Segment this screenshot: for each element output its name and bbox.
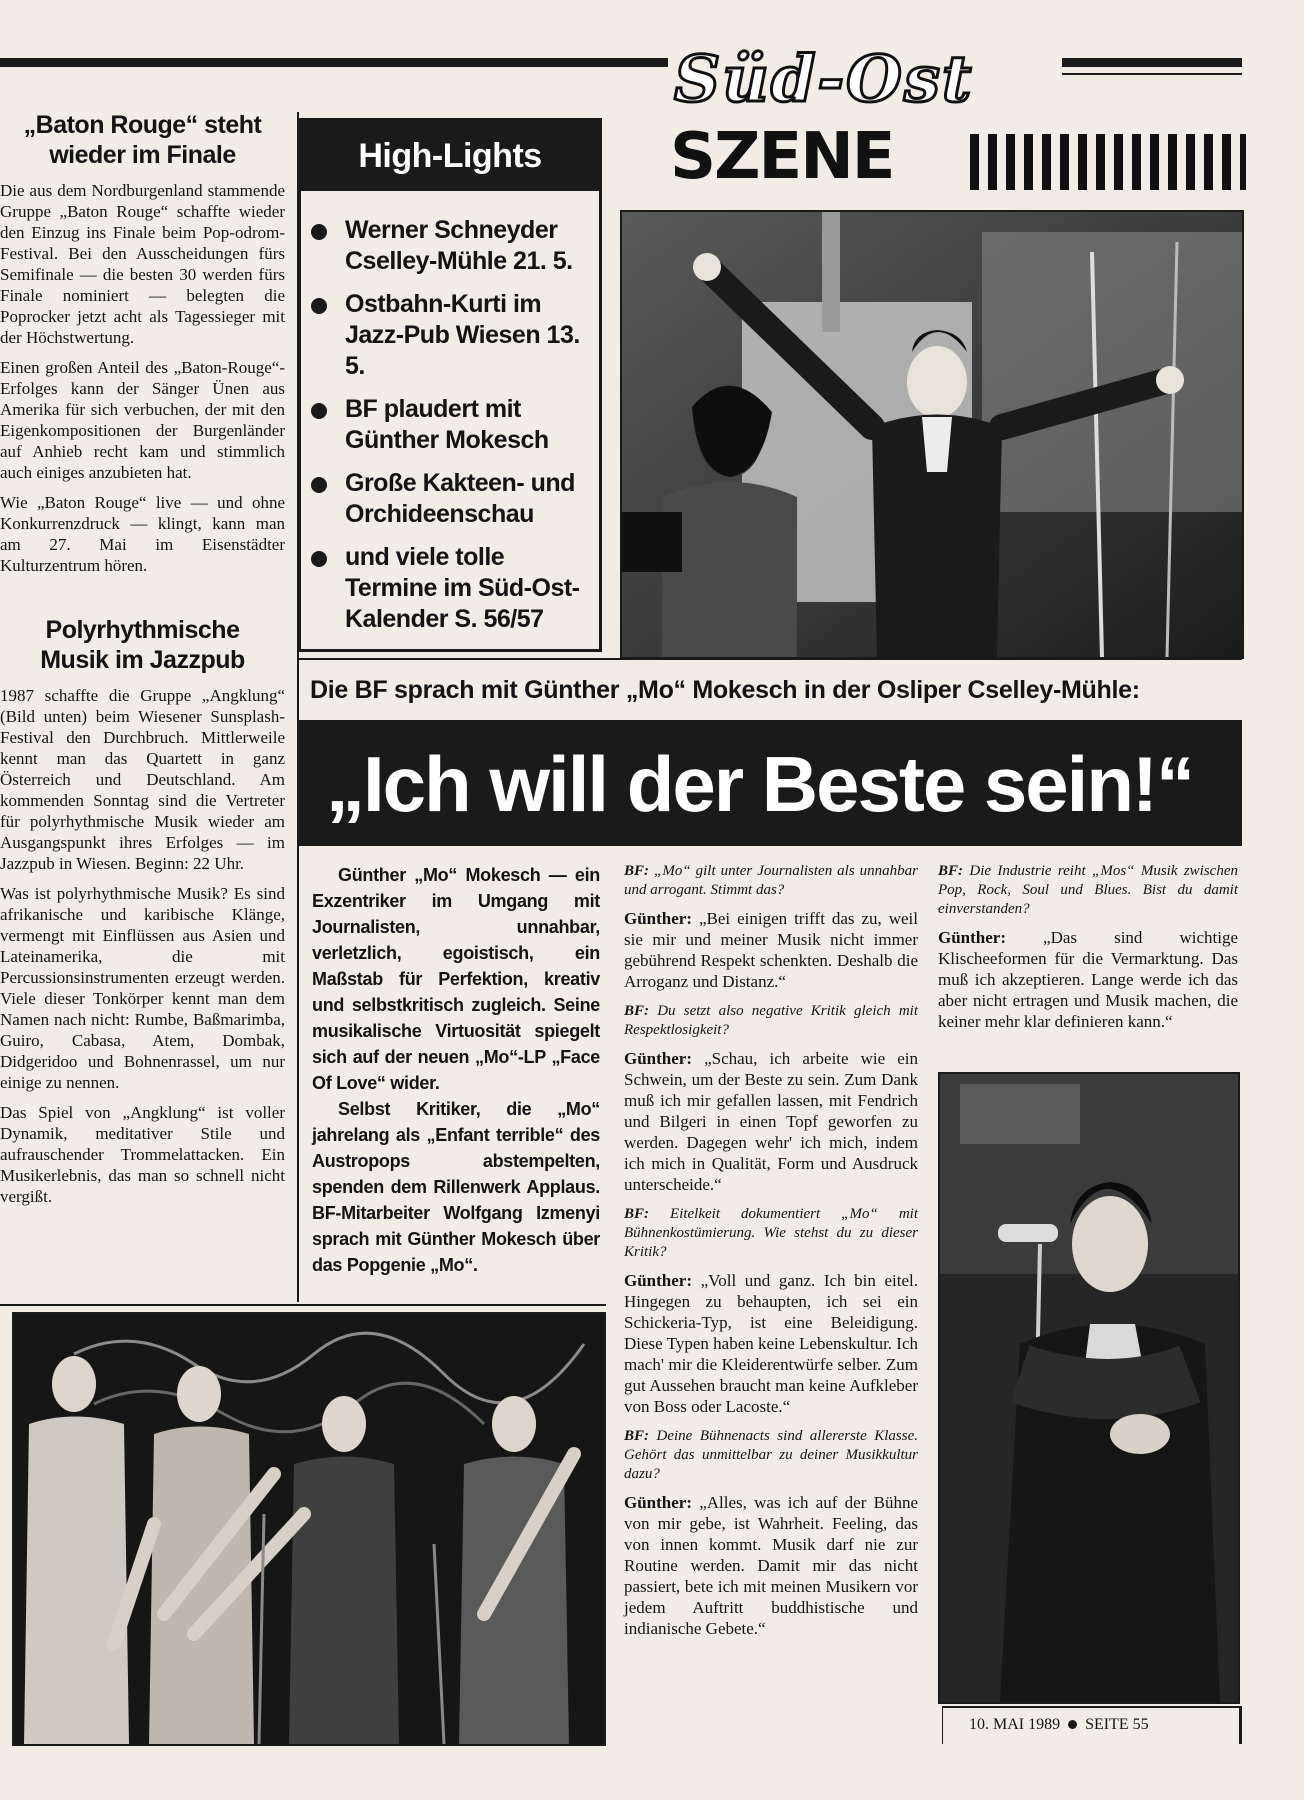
page-footer — [942, 1706, 1242, 1744]
interview-question — [624, 1205, 918, 1262]
interview-text: Du setzt also negative Kritik gleich mit Respektlosigkeit? — [624, 1003, 919, 1038]
interview-question — [624, 1002, 918, 1040]
highlights-title: High-Lights — [301, 121, 599, 191]
bullet-icon — [311, 477, 327, 493]
headline-banner — [298, 720, 1242, 846]
photo-mokesch-portrait — [938, 1072, 1240, 1704]
portrait-photo-illustration — [940, 1074, 1238, 1702]
article-paragraph: Einen großen Anteil des „Baton-Rouge“-Erfolges kann der Sänger Ünen aus Amerika für sich verbuchen, der mit den Eigenkompositionen der Burgenländer auf Anhieb recht kam und stimmlich auch einiges anzubieten hat. — [0, 358, 285, 482]
article-paragraph: Wie „Baton Rouge“ live — und ohne Konkurrenzdruck — klingt, kann man am 27. Mai im Eisenstädter Kulturzentrum hören. — [0, 493, 285, 575]
highlight-item: Ostbahn-Kurti im Jazz-Pub Wiesen 13. 5. — [301, 289, 599, 382]
bullet-icon — [311, 298, 327, 314]
interview-column-1 — [624, 862, 918, 1649]
article-paragraph: 1987 schaffte die Gruppe „Angklung“ (Bild unten) beim Wiesener Sunsplash-Festival den Durchbruch. Mittlerweile kennt man das Quartett in ganz Österreich und Deutschland. Am kommenden Sonntag sind die Vertreter für polyrhythmische Musik wieder am Ausgangspunkt ihres Erfolges — im Jazzpub in Wiesen. Beginn: 22 Uhr. — [0, 686, 285, 873]
speaker-tag: BF: — [624, 863, 650, 879]
left-column — [0, 110, 285, 1216]
article-paragraph: Die aus dem Nordburgenland stammende Gruppe „Baton Rouge“ schaffte wieder den Einzug ins Finale beim Pop-odrom-Festival. Bei den Ausscheidungen fürs Semifinale — die besten 30 werden fürs Finale nominiert — belegten die Poprocker jetzt acht als Tagessieger mit der Höchstwertung. — [0, 181, 285, 347]
interview-answer — [624, 908, 918, 992]
bullet-icon — [311, 403, 327, 419]
interview-question — [624, 862, 918, 900]
article-title-baton-rouge: „Baton Rouge“ steht wieder im Finale — [23, 111, 262, 169]
article-paragraph: Was ist polyrhythmische Musik? Es sind afrikanische und karibische Klänge, vermengt mit Einflüssen aus Asien und Lateinamerika, die mit Percussionsinstrumenten erzeugt werden. Viele dieser Tonkörper kennt man dem Namen nach nicht: Rumbe, Baßmarimba, Guiro, Cabasa, Atem, Dombak, Didgeridoo und Bohnenrassel, um nur einige zu nennen. — [0, 884, 285, 1092]
speaker-tag: Günther: — [624, 1049, 692, 1068]
interview-text: Deine Bühnenacts sind allererste Klasse. Gehört das unmittelbar zu deiner Musikkultur dazu? — [624, 1428, 918, 1482]
speaker-tag: BF: — [938, 863, 964, 879]
interview-question — [938, 862, 1238, 919]
section-logo — [614, 40, 1244, 200]
interview-text: „Schau, ich arbeite wie ein Schwein, um der Beste zu sein. Zum Dank muß ich mir gefallen lassen, mit Fendrich und Bilgeri in einen Topf geworfen zu werden. Dagegen wehr' ich mich, indem ich mich in Qualität, Form und Ausdruck unterscheide.“ — [624, 1049, 919, 1194]
article-title-polyrhythmische: Polyrhythmische Musik im Jazzpub — [40, 616, 245, 674]
kicker-top-rule — [298, 658, 1242, 660]
footer-date: 10. MAI 1989 — [969, 1716, 1061, 1733]
article-intro — [312, 862, 600, 1278]
stage-photo-illustration — [622, 212, 1242, 657]
photo-angklung-band — [12, 1312, 606, 1746]
interview-text: Eitelkeit dokumentiert „Mo“ mit Bühnenkostümierung. Wie stehst du zu dieser Kritik? — [624, 1206, 919, 1260]
highlights-box — [298, 118, 602, 652]
highlight-item: und viele tolle Termine im Süd-Ost-Kalender S. 56/57 — [301, 542, 599, 635]
interview-text: Die Industrie reiht „Mos“ Musik zwischen Pop, Rock, Soul und Blues. Bist du damit einverstanden? — [938, 863, 1238, 917]
intro-paragraph: Selbst Kritiker, die „Mo“ jahrelang als „Enfant terrible“ des Austropops abstempelten, spenden dem Rillenwerk Applaus. BF-Mitarbeiter Wolfgang Izmenyi sprach mit Günther Mokesch über das Popgenie „Mo“. — [312, 1099, 600, 1275]
speaker-tag: Günther: — [938, 928, 1006, 947]
footer-page: SEITE 55 — [1085, 1716, 1149, 1733]
highlight-item: BF plaudert mit Günther Mokesch — [301, 394, 599, 456]
speaker-tag: Günther: — [624, 909, 692, 928]
footer-bullet-icon — [1068, 1720, 1077, 1729]
speaker-tag: Günther: — [624, 1271, 692, 1290]
interview-text: „Voll und ganz. Ich bin eitel. Hingegen zu behaupten, ich sei ein Schickeria-Typ, ist eine Beleidigung. Diese Typen haben keine Lebenskultur. Ich mach' mir die Kleiderentwürfe selber. Zum gut Aussehen braucht man keine Aufkleber von Boss oder Lacoste.“ — [624, 1271, 919, 1416]
highlight-item: Große Kakteen- und Orchideenschau — [301, 468, 599, 530]
speaker-tag: BF: — [624, 1206, 650, 1222]
top-rule-left — [0, 58, 668, 67]
interview-answer — [624, 1492, 918, 1639]
interview-answer — [938, 927, 1238, 1032]
photo-mokesch-stage — [620, 210, 1244, 659]
speaker-tag: BF: — [624, 1003, 650, 1019]
logo-sued-ost: Süd-Ost — [674, 42, 974, 117]
highlight-item: Werner Schneyder Cselley-Mühle 21. 5. — [301, 215, 599, 277]
logo-stripes — [970, 134, 1246, 190]
interview-answer — [624, 1048, 918, 1195]
intro-bottom-rule — [0, 1304, 606, 1306]
interview-question — [624, 1427, 918, 1484]
interview-text: „Mo“ gilt unter Journalisten als unnahbar und arrogant. Stimmt das? — [624, 863, 918, 898]
bullet-icon — [311, 224, 327, 240]
interview-text: „Alles, was ich auf der Bühne von mir gebe, ist Wahrheit. Feeling, das von innen kommt. Musik darf nie zur Routine werden. Damit mir das nicht passiert, bete ich mit meinen Musikern vor jedem Auftritt buddhistische und indianische Gebete.“ — [624, 1493, 918, 1638]
article-paragraph: Das Spiel von „Angklung“ ist voller Dynamik, meditativer Stile und aufrauschender Trommelattacken. Ein Musikerlebnis, das man so schnell nicht vergißt. — [0, 1103, 285, 1206]
speaker-tag: Günther: — [624, 1493, 692, 1512]
interview-column-2 — [938, 862, 1238, 1042]
band-photo-illustration — [14, 1314, 604, 1744]
intro-paragraph: Günther „Mo“ Mokesch — ein Exzentriker im Umgang mit Journalisten, unnahbar, verletzlich, egoistisch, ein Maßstab für Perfektion, kreativ und selbstkritisch zugleich. Seine musikalische Virtuosität spiegelt sich auf der neuen „Mo“-LP „Face Of Love“ wider. — [312, 865, 600, 1093]
logo-szene: SZENE — [670, 120, 894, 194]
interview-text: „Das sind wichtige Klischeeformen für die Vermarktung. Das muß ich akzeptieren. Lange werde ich das aber nicht ertragen und Musik machen, die keiner mehr klar definieren kann.“ — [938, 928, 1238, 1031]
interview-text: „Bei einigen trifft das zu, weil sie mir und meiner Musik nicht immer gebührend Respekt schenkten. Deshalb die Arroganz und Distanz.“ — [624, 909, 919, 991]
bullet-icon — [311, 551, 327, 567]
headline-title: „Ich will der Beste sein!“ — [326, 740, 1193, 828]
interview-answer — [624, 1270, 918, 1417]
headline-kicker: Die BF sprach mit Günther „Mo“ Mokesch in der Osliper Cselley-Mühle: — [310, 676, 1140, 704]
speaker-tag: BF: — [624, 1428, 650, 1444]
